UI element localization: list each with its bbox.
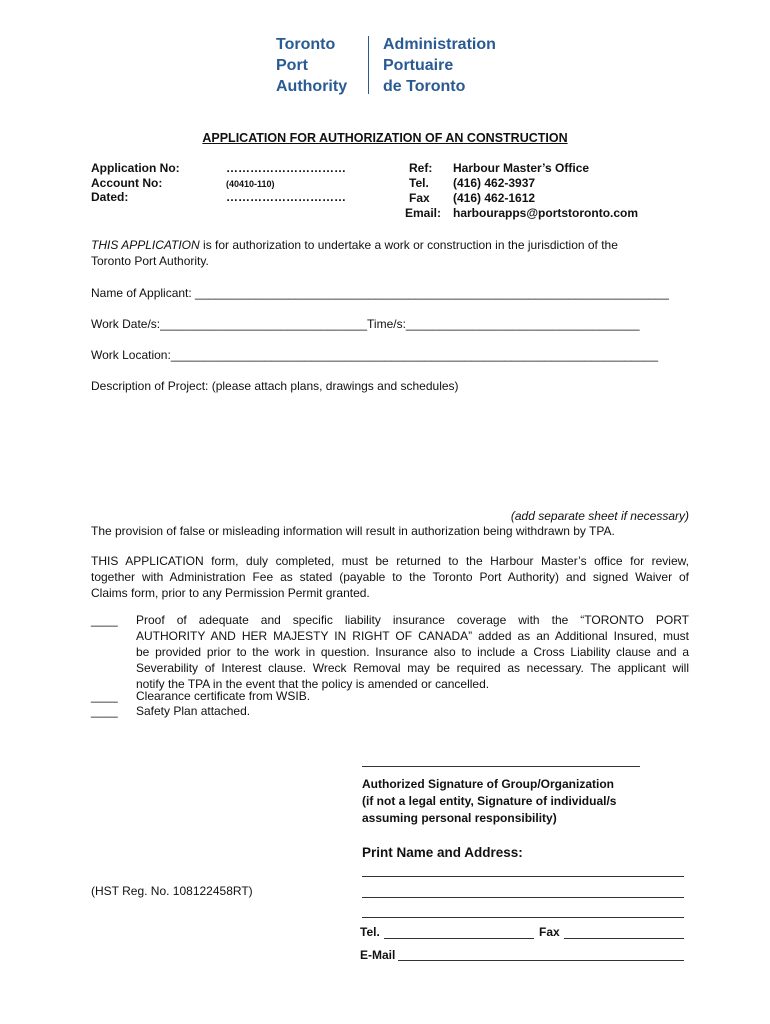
print-name-heading: Print Name and Address: — [362, 845, 523, 860]
ref-value: Harbour Master’s Office — [453, 161, 590, 175]
application-no-value[interactable]: ………………………… — [226, 161, 346, 175]
logo-en-line-1: Toronto — [276, 36, 336, 53]
warning-text: The provision of false or misleading information will result in authorization being withdrawn by TPA. — [91, 524, 615, 538]
contact-tel-label: Tel. — [360, 925, 380, 939]
insurance-line-5: notify the TPA in the event that the policy is amended or cancelled. — [136, 677, 490, 691]
application-no-label: Application No: — [91, 161, 180, 175]
insurance-line-4: Severability of Interest clause. Wreck Removal may be required as necessary. The applicant will — [136, 661, 689, 675]
return-line-1: THIS APPLICATION form, duly completed, must be returned to the Harbour Master’s office for review, — [91, 554, 689, 568]
account-no-value: (40410-110) — [226, 179, 275, 189]
add-sheet-note: (add separate sheet if necessary) — [510, 509, 689, 523]
work-location-field[interactable]: Work Location:_________________________________________________________________________ — [91, 348, 659, 362]
hst-reg-no: (HST Reg. No. 108122458RT) — [91, 884, 253, 898]
insurance-line-3: be provided prior to the work in question. Insurance also to include a Cross Liability clause and a — [136, 645, 689, 659]
contact-email-field[interactable] — [398, 960, 684, 961]
account-no-label: Account No: — [91, 176, 163, 190]
tel-label: Tel. — [409, 176, 429, 190]
fax-label: Fax — [409, 191, 430, 205]
logo-en-line-2: Port — [276, 57, 308, 74]
intro-rest: is for authorization to undertake a work or construction in the jurisdiction of the — [199, 238, 618, 252]
contact-email-label: E-Mail — [360, 948, 396, 962]
intro-line-2: Toronto Port Authority. — [91, 254, 209, 268]
tel-value: (416) 462-3937 — [453, 176, 536, 190]
insurance-line-1: Proof of adequate and specific liability insurance coverage with the “TORONTO PORT — [136, 613, 689, 627]
logo-fr-line-3: de Toronto — [383, 78, 466, 95]
return-line-2: together with Administration Fee as stated (payable to the Toronto Port Authority) and signed Waiver of — [91, 570, 689, 584]
fax-value: (416) 462-1612 — [453, 191, 536, 205]
checklist-item-wsib: Clearance certificate from WSIB. — [136, 689, 311, 703]
description-label: Description of Project: (please attach plans, drawings and schedules) — [91, 379, 459, 393]
insurance-line-2: AUTHORITY AND HER MAJESTY IN RIGHT OF CANADA” added as an Additional Insured, must — [136, 629, 689, 643]
name-of-applicant-field[interactable]: Name of Applicant: _______________________________________________________________________ — [91, 286, 669, 300]
email-label: Email: — [405, 206, 442, 220]
contact-fax-label: Fax — [539, 925, 560, 939]
checklist-blank-1[interactable]: ____ — [91, 613, 118, 627]
email-value[interactable]: harbourapps@portstoronto.com — [453, 206, 639, 220]
signature-line[interactable] — [362, 766, 640, 767]
signature-line-2: (if not a legal entity, Signature of individual/s — [362, 794, 617, 808]
document-title: APPLICATION FOR AUTHORIZATION OF AN CONSTRUCTION — [202, 131, 568, 145]
logo-en-line-3: Authority — [276, 78, 348, 95]
dated-label: Dated: — [91, 190, 129, 204]
signature-line-3: assuming personal responsibility) — [362, 811, 557, 825]
checklist-item-safety: Safety Plan attached. — [136, 704, 251, 718]
return-line-3: Claims form, prior to any Permission Permit granted. — [91, 586, 370, 600]
signature-line-1: Authorized Signature of Group/Organization — [362, 777, 614, 791]
ref-label: Ref: — [409, 161, 433, 175]
logo-french — [383, 34, 496, 97]
intro-paragraph — [91, 237, 691, 269]
contact-tel-field[interactable] — [384, 938, 534, 939]
checklist-blank-2[interactable]: ____ — [91, 689, 118, 703]
return-paragraph — [91, 553, 689, 601]
intro-italic: THIS APPLICATION — [91, 238, 200, 252]
logo-divider — [368, 36, 369, 94]
address-line-2[interactable] — [362, 897, 684, 898]
signature-block — [362, 776, 616, 827]
work-dates-field[interactable]: Work Date/s:_______________________________Time/s:___________________________________ — [91, 317, 640, 331]
checklist-item-insurance — [136, 612, 689, 692]
checklist-blank-3[interactable]: ____ — [91, 704, 118, 718]
logo-fr-line-2: Portuaire — [383, 57, 454, 74]
dated-value[interactable]: ………………………… — [226, 190, 346, 204]
logo-english — [276, 34, 347, 97]
address-line-3[interactable] — [362, 917, 684, 918]
contact-fax-field[interactable] — [564, 938, 684, 939]
logo-fr-line-1: Administration — [383, 36, 496, 53]
address-line-1[interactable] — [362, 876, 684, 877]
